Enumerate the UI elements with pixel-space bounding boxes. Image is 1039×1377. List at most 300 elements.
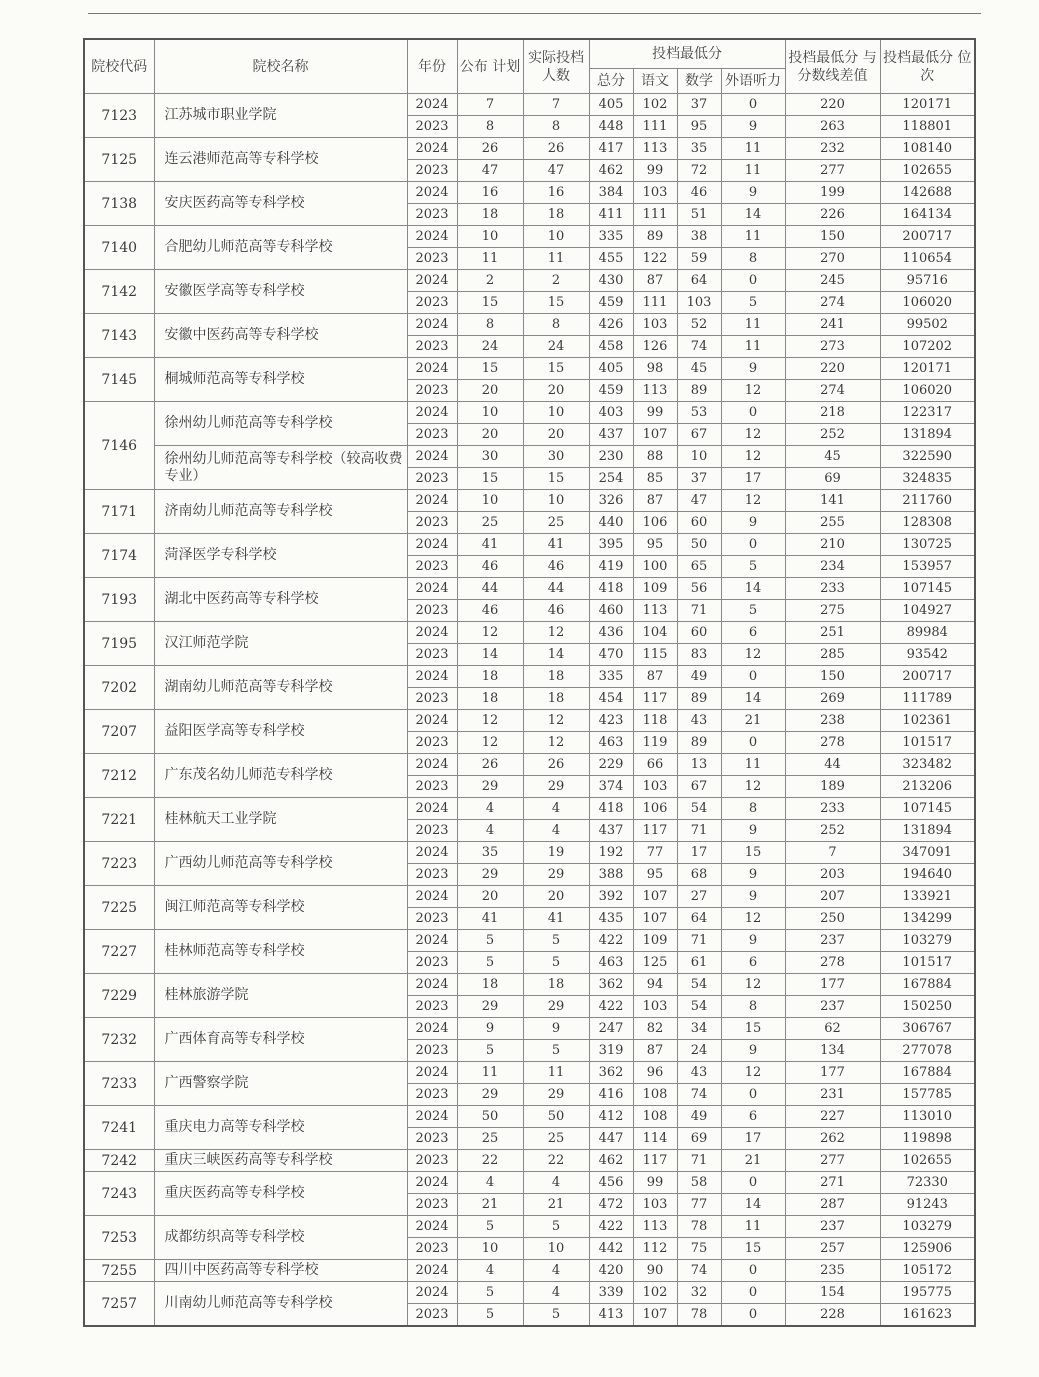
chinese-cell: 102	[633, 94, 677, 116]
diff-cell: 141	[785, 490, 880, 512]
plan-cell: 35	[457, 842, 523, 864]
table-row	[84, 1216, 975, 1238]
plan-cell: 44	[457, 578, 523, 600]
enroll-cell: 44	[523, 578, 589, 600]
math-cell: 74	[677, 336, 721, 358]
plan-cell: 4	[457, 820, 523, 842]
year-cell: 2024	[407, 930, 457, 952]
school-code: 7138	[84, 182, 154, 226]
math-cell: 71	[677, 1150, 721, 1172]
enroll-cell: 10	[523, 490, 589, 512]
school-code: 7146	[84, 402, 154, 490]
plan-cell: 21	[457, 1194, 523, 1216]
year-cell: 2023	[407, 952, 457, 974]
header-math: 数学	[677, 69, 721, 94]
chinese-cell: 100	[633, 556, 677, 578]
diff-cell: 271	[785, 1172, 880, 1194]
rank-cell: 130725	[880, 534, 975, 556]
rank-cell: 72330	[880, 1172, 975, 1194]
math-cell: 58	[677, 1172, 721, 1194]
rank-cell: 120171	[880, 94, 975, 116]
plan-cell: 12	[457, 622, 523, 644]
diff-cell: 273	[785, 336, 880, 358]
chinese-cell: 108	[633, 1084, 677, 1106]
school-code: 7140	[84, 226, 154, 270]
chinese-cell: 95	[633, 534, 677, 556]
header-min-group: 投档最低分	[589, 39, 785, 69]
listening-cell: 8	[721, 996, 785, 1018]
diff-cell: 251	[785, 622, 880, 644]
rank-cell: 131894	[880, 424, 975, 446]
total-cell: 412	[589, 1106, 633, 1128]
rank-cell: 277078	[880, 1040, 975, 1062]
listening-cell: 0	[721, 1172, 785, 1194]
math-cell: 43	[677, 1062, 721, 1084]
total-cell: 192	[589, 842, 633, 864]
diff-cell: 69	[785, 468, 880, 490]
diff-cell: 252	[785, 424, 880, 446]
diff-cell: 199	[785, 182, 880, 204]
school-code: 7143	[84, 314, 154, 358]
plan-cell: 4	[457, 1260, 523, 1282]
listening-cell: 17	[721, 468, 785, 490]
school-code: 7212	[84, 754, 154, 798]
enroll-cell: 14	[523, 644, 589, 666]
plan-cell: 15	[457, 358, 523, 380]
total-cell: 459	[589, 292, 633, 314]
math-cell: 74	[677, 1260, 721, 1282]
school-code: 7257	[84, 1282, 154, 1327]
school-code: 7195	[84, 622, 154, 666]
rank-cell: 213206	[880, 776, 975, 798]
diff-cell: 287	[785, 1194, 880, 1216]
rank-cell: 131894	[880, 820, 975, 842]
rank-cell: 103279	[880, 1216, 975, 1238]
table-row	[84, 842, 975, 864]
enroll-cell: 4	[523, 1172, 589, 1194]
rank-cell: 107145	[880, 798, 975, 820]
plan-cell: 8	[457, 116, 523, 138]
rank-cell: 167884	[880, 974, 975, 996]
listening-cell: 9	[721, 820, 785, 842]
chinese-cell: 117	[633, 820, 677, 842]
school-name: 安庆医药高等专科学校	[154, 182, 407, 226]
year-cell: 2023	[407, 204, 457, 226]
listening-cell: 12	[721, 908, 785, 930]
plan-cell: 18	[457, 688, 523, 710]
total-cell: 430	[589, 270, 633, 292]
diff-cell: 233	[785, 798, 880, 820]
diff-cell: 257	[785, 1238, 880, 1260]
admission-table	[83, 38, 976, 1327]
enroll-cell: 29	[523, 776, 589, 798]
plan-cell: 24	[457, 336, 523, 358]
enroll-cell: 18	[523, 974, 589, 996]
total-cell: 448	[589, 116, 633, 138]
math-cell: 71	[677, 930, 721, 952]
diff-cell: 231	[785, 1084, 880, 1106]
chinese-cell: 114	[633, 1128, 677, 1150]
listening-cell: 14	[721, 1194, 785, 1216]
math-cell: 65	[677, 556, 721, 578]
diff-cell: 44	[785, 754, 880, 776]
math-cell: 75	[677, 1238, 721, 1260]
diff-cell: 220	[785, 358, 880, 380]
school-name: 湖北中医药高等专科学校	[154, 578, 407, 622]
school-name: 益阳医学高等专科学校	[154, 710, 407, 754]
header-name: 院校名称	[154, 39, 407, 94]
header-code: 院校代码	[84, 39, 154, 94]
table-row	[84, 534, 975, 556]
school-name: 广东茂名幼儿师范专科学校	[154, 754, 407, 798]
school-code: 7227	[84, 930, 154, 974]
school-code: 7255	[84, 1260, 154, 1282]
diff-cell: 234	[785, 556, 880, 578]
total-cell: 442	[589, 1238, 633, 1260]
enroll-cell: 46	[523, 556, 589, 578]
listening-cell: 5	[721, 556, 785, 578]
rank-cell: 164134	[880, 204, 975, 226]
chinese-cell: 103	[633, 314, 677, 336]
math-cell: 95	[677, 116, 721, 138]
plan-cell: 46	[457, 600, 523, 622]
chinese-cell: 118	[633, 710, 677, 732]
year-cell: 2024	[407, 358, 457, 380]
total-cell: 422	[589, 1216, 633, 1238]
plan-cell: 15	[457, 468, 523, 490]
chinese-cell: 85	[633, 468, 677, 490]
math-cell: 53	[677, 402, 721, 424]
rank-cell: 106020	[880, 380, 975, 402]
total-cell: 455	[589, 248, 633, 270]
listening-cell: 12	[721, 446, 785, 468]
year-cell: 2023	[407, 1084, 457, 1106]
math-cell: 67	[677, 424, 721, 446]
rank-cell: 107145	[880, 578, 975, 600]
listening-cell: 9	[721, 886, 785, 908]
enroll-cell: 18	[523, 688, 589, 710]
chinese-cell: 106	[633, 798, 677, 820]
math-cell: 77	[677, 1194, 721, 1216]
plan-cell: 4	[457, 798, 523, 820]
total-cell: 420	[589, 1260, 633, 1282]
table-row	[84, 1282, 975, 1304]
total-cell: 335	[589, 226, 633, 248]
year-cell: 2024	[407, 1216, 457, 1238]
total-cell: 454	[589, 688, 633, 710]
diff-cell: 150	[785, 226, 880, 248]
chinese-cell: 107	[633, 424, 677, 446]
table-row	[84, 138, 975, 160]
school-code: 7241	[84, 1106, 154, 1150]
school-name: 菏泽医学专科学校	[154, 534, 407, 578]
enroll-cell: 26	[523, 138, 589, 160]
plan-cell: 50	[457, 1106, 523, 1128]
enroll-cell: 22	[523, 1150, 589, 1172]
school-code: 7207	[84, 710, 154, 754]
chinese-cell: 107	[633, 886, 677, 908]
listening-cell: 11	[721, 226, 785, 248]
enroll-cell: 5	[523, 1040, 589, 1062]
rank-cell: 125906	[880, 1238, 975, 1260]
chinese-cell: 96	[633, 1062, 677, 1084]
total-cell: 384	[589, 182, 633, 204]
rank-cell: 211760	[880, 490, 975, 512]
enroll-cell: 20	[523, 886, 589, 908]
school-name: 成都纺织高等专科学校	[154, 1216, 407, 1260]
listening-cell: 12	[721, 644, 785, 666]
math-cell: 60	[677, 512, 721, 534]
total-cell: 362	[589, 1062, 633, 1084]
year-cell: 2023	[407, 1150, 457, 1172]
table-row	[84, 94, 975, 116]
year-cell: 2024	[407, 798, 457, 820]
enroll-cell: 10	[523, 1238, 589, 1260]
total-cell: 437	[589, 424, 633, 446]
enroll-cell: 4	[523, 820, 589, 842]
math-cell: 35	[677, 138, 721, 160]
listening-cell: 0	[721, 1084, 785, 1106]
rank-cell: 111789	[880, 688, 975, 710]
table-row	[84, 1062, 975, 1084]
listening-cell: 6	[721, 952, 785, 974]
rank-cell: 119898	[880, 1128, 975, 1150]
listening-cell: 0	[721, 1260, 785, 1282]
school-name: 四川中医药高等专科学校	[154, 1260, 407, 1282]
school-name: 川南幼儿师范高等专科学校	[154, 1282, 407, 1327]
school-code: 7174	[84, 534, 154, 578]
listening-cell: 9	[721, 1040, 785, 1062]
listening-cell: 12	[721, 974, 785, 996]
math-cell: 89	[677, 688, 721, 710]
math-cell: 103	[677, 292, 721, 314]
math-cell: 17	[677, 842, 721, 864]
total-cell: 436	[589, 622, 633, 644]
rank-cell: 102361	[880, 710, 975, 732]
diff-cell: 154	[785, 1282, 880, 1304]
year-cell: 2024	[407, 886, 457, 908]
math-cell: 54	[677, 974, 721, 996]
chinese-cell: 103	[633, 996, 677, 1018]
listening-cell: 11	[721, 336, 785, 358]
enroll-cell: 11	[523, 1062, 589, 1084]
year-cell: 2024	[407, 1106, 457, 1128]
year-cell: 2023	[407, 864, 457, 886]
chinese-cell: 117	[633, 1150, 677, 1172]
enroll-cell: 29	[523, 1084, 589, 1106]
chinese-cell: 87	[633, 270, 677, 292]
year-cell: 2024	[407, 842, 457, 864]
table-row	[84, 270, 975, 292]
math-cell: 71	[677, 600, 721, 622]
table-row	[84, 182, 975, 204]
year-cell: 2024	[407, 710, 457, 732]
listening-cell: 0	[721, 534, 785, 556]
diff-cell: 277	[785, 160, 880, 182]
year-cell: 2024	[407, 622, 457, 644]
table-row	[84, 314, 975, 336]
table-row	[84, 1150, 975, 1172]
school-code: 7233	[84, 1062, 154, 1106]
table-row	[84, 490, 975, 512]
total-cell: 426	[589, 314, 633, 336]
enroll-cell: 5	[523, 930, 589, 952]
math-cell: 83	[677, 644, 721, 666]
enroll-cell: 24	[523, 336, 589, 358]
total-cell: 362	[589, 974, 633, 996]
total-cell: 374	[589, 776, 633, 798]
table-row	[84, 798, 975, 820]
rank-cell: 95716	[880, 270, 975, 292]
school-code: 7123	[84, 94, 154, 138]
year-cell: 2024	[407, 94, 457, 116]
total-cell: 458	[589, 336, 633, 358]
rank-cell: 103279	[880, 930, 975, 952]
listening-cell: 9	[721, 182, 785, 204]
math-cell: 67	[677, 776, 721, 798]
table-row	[84, 974, 975, 996]
chinese-cell: 108	[633, 1106, 677, 1128]
enroll-cell: 9	[523, 1018, 589, 1040]
listening-cell: 9	[721, 512, 785, 534]
math-cell: 56	[677, 578, 721, 600]
year-cell: 2023	[407, 732, 457, 754]
total-cell: 419	[589, 556, 633, 578]
chinese-cell: 103	[633, 776, 677, 798]
chinese-cell: 111	[633, 204, 677, 226]
chinese-cell: 113	[633, 138, 677, 160]
diff-cell: 252	[785, 820, 880, 842]
math-cell: 24	[677, 1040, 721, 1062]
diff-cell: 207	[785, 886, 880, 908]
math-cell: 37	[677, 468, 721, 490]
table-row	[84, 666, 975, 688]
plan-cell: 20	[457, 886, 523, 908]
school-name: 合肥幼儿师范高等专科学校	[154, 226, 407, 270]
diff-cell: 274	[785, 292, 880, 314]
chinese-cell: 98	[633, 358, 677, 380]
rank-cell: 150250	[880, 996, 975, 1018]
school-code: 7171	[84, 490, 154, 534]
plan-cell: 10	[457, 1238, 523, 1260]
school-name: 桂林航天工业学院	[154, 798, 407, 842]
math-cell: 27	[677, 886, 721, 908]
school-code: 7225	[84, 886, 154, 930]
year-cell: 2023	[407, 248, 457, 270]
math-cell: 50	[677, 534, 721, 556]
header-listening: 外语听力	[721, 69, 785, 94]
total-cell: 319	[589, 1040, 633, 1062]
header-chinese: 语文	[633, 69, 677, 94]
school-name: 桂林师范高等专科学校	[154, 930, 407, 974]
rank-cell: 128308	[880, 512, 975, 534]
math-cell: 60	[677, 622, 721, 644]
year-cell: 2024	[407, 314, 457, 336]
school-code: 7243	[84, 1172, 154, 1216]
enroll-cell: 12	[523, 732, 589, 754]
plan-cell: 29	[457, 776, 523, 798]
school-code: 7229	[84, 974, 154, 1018]
enroll-cell: 15	[523, 468, 589, 490]
chinese-cell: 119	[633, 732, 677, 754]
enroll-cell: 4	[523, 1260, 589, 1282]
plan-cell: 41	[457, 534, 523, 556]
plan-cell: 5	[457, 1282, 523, 1304]
diff-cell: 255	[785, 512, 880, 534]
header-diff: 投档最低分 与分数线差值	[785, 39, 880, 94]
plan-cell: 5	[457, 952, 523, 974]
math-cell: 54	[677, 996, 721, 1018]
math-cell: 78	[677, 1304, 721, 1327]
table-row	[84, 930, 975, 952]
diff-cell: 269	[785, 688, 880, 710]
plan-cell: 18	[457, 666, 523, 688]
total-cell: 463	[589, 732, 633, 754]
diff-cell: 285	[785, 644, 880, 666]
chinese-cell: 77	[633, 842, 677, 864]
diff-cell: 220	[785, 94, 880, 116]
math-cell: 51	[677, 204, 721, 226]
diff-cell: 134	[785, 1040, 880, 1062]
listening-cell: 12	[721, 424, 785, 446]
plan-cell: 26	[457, 754, 523, 776]
total-cell: 460	[589, 600, 633, 622]
year-cell: 2024	[407, 182, 457, 204]
school-name: 重庆医药高等专科学校	[154, 1172, 407, 1216]
chinese-cell: 111	[633, 292, 677, 314]
chinese-cell: 126	[633, 336, 677, 358]
listening-cell: 9	[721, 930, 785, 952]
enroll-cell: 41	[523, 908, 589, 930]
chinese-cell: 82	[633, 1018, 677, 1040]
chinese-cell: 112	[633, 1238, 677, 1260]
rank-cell: 324835	[880, 468, 975, 490]
header-total: 总分	[589, 69, 633, 94]
enroll-cell: 5	[523, 952, 589, 974]
listening-cell: 0	[721, 666, 785, 688]
total-cell: 422	[589, 996, 633, 1018]
year-cell: 2024	[407, 270, 457, 292]
rank-cell: 105172	[880, 1260, 975, 1282]
diff-cell: 245	[785, 270, 880, 292]
math-cell: 38	[677, 226, 721, 248]
plan-cell: 5	[457, 1216, 523, 1238]
math-cell: 13	[677, 754, 721, 776]
rank-cell: 133921	[880, 886, 975, 908]
rank-cell: 157785	[880, 1084, 975, 1106]
total-cell: 388	[589, 864, 633, 886]
diff-cell: 177	[785, 1062, 880, 1084]
table-row	[84, 578, 975, 600]
rank-cell: 322590	[880, 446, 975, 468]
chinese-cell: 122	[633, 248, 677, 270]
chinese-cell: 87	[633, 490, 677, 512]
rank-cell: 118801	[880, 116, 975, 138]
enroll-cell: 46	[523, 600, 589, 622]
listening-cell: 14	[721, 688, 785, 710]
table-row	[84, 886, 975, 908]
plan-cell: 16	[457, 182, 523, 204]
diff-cell: 7	[785, 842, 880, 864]
year-cell: 2023	[407, 644, 457, 666]
enroll-cell: 15	[523, 358, 589, 380]
enroll-cell: 29	[523, 864, 589, 886]
total-cell: 456	[589, 1172, 633, 1194]
diff-cell: 218	[785, 402, 880, 424]
header-plan: 公布 计划	[457, 39, 523, 94]
school-code: 7223	[84, 842, 154, 886]
total-cell: 418	[589, 798, 633, 820]
